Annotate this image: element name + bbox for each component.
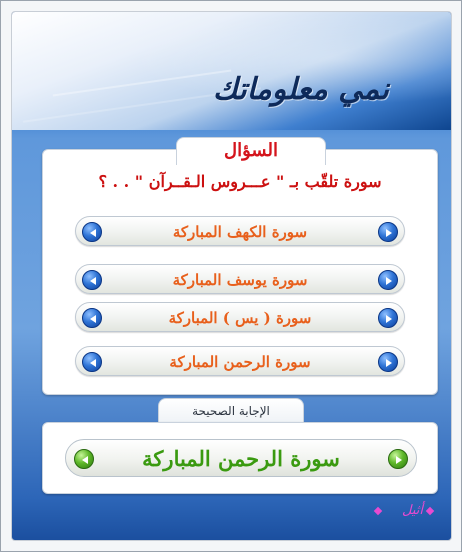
option-label: سورة ( يس ) المباركة (168, 309, 312, 327)
option-4[interactable] (75, 346, 405, 376)
option-3[interactable] (75, 302, 405, 332)
play-left-icon[interactable] (82, 352, 102, 372)
correct-answer-label: سورة الرحمن المباركة (142, 446, 340, 471)
answer-panel (42, 422, 438, 494)
signature-text: أثيل (402, 503, 423, 518)
option-label: سورة يوسف المباركة (172, 271, 308, 289)
play-left-icon[interactable] (82, 270, 102, 290)
quiz-card (11, 11, 452, 541)
play-right-icon[interactable] (378, 222, 398, 242)
option-label: سورة الرحمن المباركة (169, 353, 311, 371)
answer-tab: الإجابة الصحيحة (158, 398, 304, 424)
play-right-icon[interactable] (378, 308, 398, 328)
question-tab: السؤال (176, 137, 326, 165)
option-1[interactable] (75, 216, 405, 246)
logo-title: نمي معلوماتك (213, 72, 389, 107)
option-2[interactable] (75, 264, 405, 294)
heart-icon (426, 507, 434, 515)
header-banner (12, 12, 451, 130)
play-right-icon[interactable] (378, 352, 398, 372)
question-panel (42, 140, 438, 395)
play-right-icon[interactable] (378, 270, 398, 290)
header-streak (53, 69, 232, 96)
question-text: سورة تلقّب بـ " عـــروس الـقــرآن " . . ؟ (98, 172, 382, 191)
play-right-icon[interactable] (388, 449, 408, 469)
heart-icon (374, 507, 382, 515)
play-left-icon[interactable] (82, 308, 102, 328)
play-left-icon[interactable] (74, 449, 94, 469)
option-label: سورة الكهف المباركة (172, 223, 308, 241)
play-left-icon[interactable] (82, 222, 102, 242)
correct-answer-button[interactable] (65, 439, 417, 477)
